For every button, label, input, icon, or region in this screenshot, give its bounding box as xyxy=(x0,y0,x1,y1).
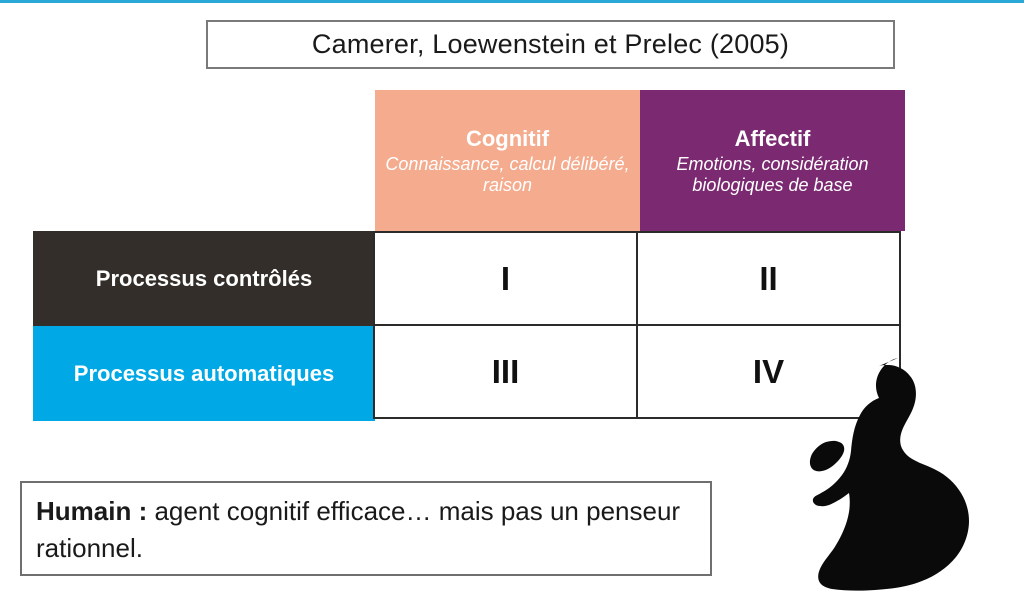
top-accent-spacer xyxy=(0,3,1024,5)
column-header-cognitif-subtitle: Connaissance, calcul délibéré, raison xyxy=(385,154,630,195)
column-header-affectif-subtitle: Emotions, considération biologiques de base xyxy=(676,154,869,195)
matrix-row-controles xyxy=(33,231,905,326)
statement-text xyxy=(36,493,696,567)
column-header-cognitif xyxy=(375,90,640,231)
matrix-row-automatiques xyxy=(33,326,905,421)
row-header-processus-controles: Processus contrôlés xyxy=(33,231,375,326)
matrix-cell-quadrant-1: I xyxy=(373,231,638,326)
column-header-affectif-title: Affectif xyxy=(734,126,811,152)
two-by-two-matrix xyxy=(33,90,905,421)
page-title: Camerer, Loewenstein et Prelec (2005) xyxy=(311,29,790,59)
statement-box xyxy=(20,481,712,576)
matrix-cell-quadrant-4: IV xyxy=(636,324,901,419)
slide-title-box xyxy=(206,20,895,69)
matrix-header-row xyxy=(33,90,905,231)
statement-rest: agent cognitif efficace… mais pas un penseur rationnel. xyxy=(36,496,681,563)
column-header-affectif xyxy=(640,90,905,231)
statement-lead: Humain : xyxy=(36,496,148,526)
column-header-cognitif-title: Cognitif xyxy=(465,126,550,152)
thinker-silhouette-icon xyxy=(806,352,1018,592)
matrix-cell-quadrant-3: III xyxy=(373,324,638,419)
row-header-processus-automatiques: Processus automatiques xyxy=(33,326,375,421)
matrix-cell-quadrant-2: II xyxy=(636,231,901,326)
matrix-corner-cell xyxy=(33,90,375,231)
